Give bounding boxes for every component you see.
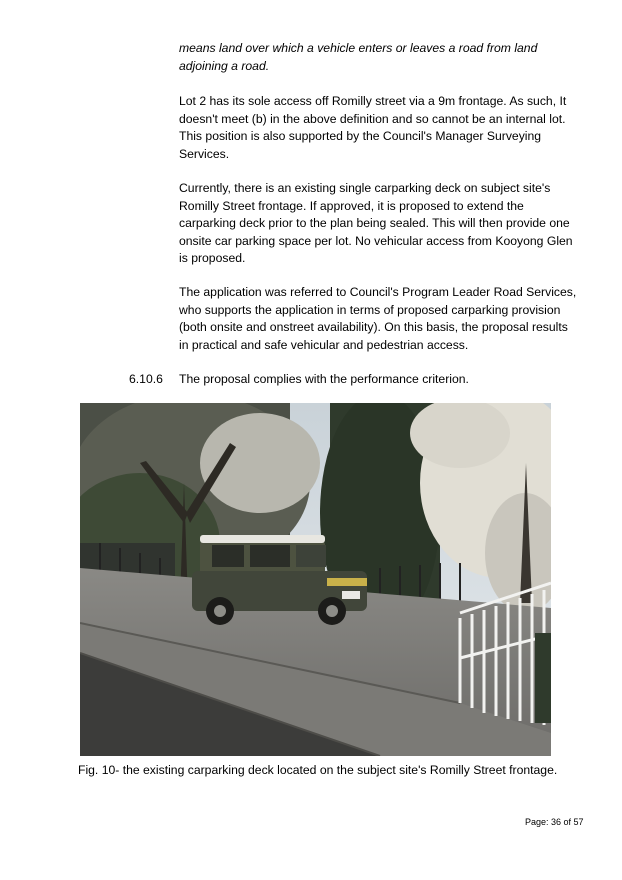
carparking-deck-photo xyxy=(80,403,551,756)
paragraph-council-referral: The application was referred to Council's Program Leader Road Services, who supports the application in terms of proposed carparking provision (both onsite and onstreet availability). On this basis, the proposal results in practical and safe vehicular and pedestrian access. xyxy=(179,285,577,352)
figure-caption: Fig. 10- the existing carparking deck located on the subject site's Romilly Street frontage. xyxy=(78,763,558,777)
clause-number: 6.10.6 xyxy=(129,372,163,386)
page-number: Page: 36 of 57 xyxy=(525,817,584,827)
clause-text: The proposal complies with the performance criterion. xyxy=(179,372,469,386)
paragraph-carparking-deck: Currently, there is an existing single carparking deck on subject site's Romilly Street frontage. If approved, it is proposed to extend the carparking deck prior to the plan being sealed. This will then provide one onsite car parking space per lot. No vehicular access from Kooyong Glen is proposed. xyxy=(179,181,573,266)
definition-text: means land over which a vehicle enters or leaves a road from land adjoining a road. xyxy=(179,41,538,73)
paragraph-lot2-access: Lot 2 has its sole access off Romilly street via a 9m frontage. As such, It doesn't meet (b) in the above definition and so cannot be an internal lot. This position is also supported by the Council's Manager Surveying Services. xyxy=(179,94,567,161)
